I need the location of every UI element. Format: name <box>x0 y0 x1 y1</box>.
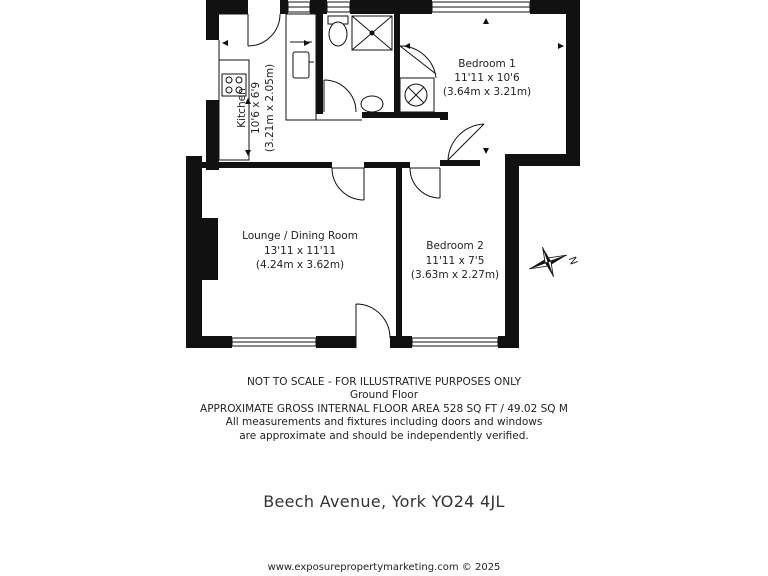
wall-kitchen-bath <box>316 14 323 114</box>
wall-bedroom2-right <box>505 160 519 348</box>
wall-kitchen-left-lower <box>206 100 219 170</box>
kitchen-metric: (3.21m x 2.05m) <box>264 63 276 153</box>
wall-lounge-top-right <box>364 162 404 168</box>
lounge-metric: (4.24m x 3.62m) <box>255 259 345 271</box>
doors <box>248 14 484 348</box>
bedroom1-imperial: 11'11 x 10'6 <box>454 72 520 84</box>
disclaimer-notes <box>0 376 768 443</box>
lounge-name: Lounge / Dining Room <box>242 230 358 242</box>
note-verify: are approximate and should be independently verified. <box>239 429 529 442</box>
bedroom2-metric: (3.63m x 2.27m) <box>410 269 500 281</box>
toilet-bowl-icon <box>329 22 347 46</box>
walls <box>186 0 580 348</box>
note-not-to-scale: NOT TO SCALE - FOR ILLUSTRATIVE PURPOSES ONLY <box>246 376 522 388</box>
wall-top-mid <box>310 0 327 14</box>
kitchen-name: Kitchen <box>236 88 248 128</box>
door-lounge <box>332 168 364 200</box>
sink-icon <box>293 52 309 78</box>
wall-kitchen-left <box>206 0 219 40</box>
windows <box>232 2 530 346</box>
wall-lounge-bedroom2 <box>396 168 402 348</box>
kitchen-imperial: 10'6 x 6'9 <box>250 81 262 135</box>
bedroom2-imperial: 11'11 x 7'5 <box>425 255 485 267</box>
bedroom1-metric: (3.64m x 3.21m) <box>442 86 532 98</box>
wall-lounge-top-left <box>186 156 202 170</box>
wall-bedroom1-bottom-left <box>440 160 480 166</box>
wall-bottom-bed2-right <box>498 336 519 348</box>
bedroom2-name: Bedroom 2 <box>426 240 484 252</box>
door-cupboard <box>400 46 436 78</box>
door-front <box>356 304 390 348</box>
compass-icon <box>524 240 573 284</box>
chimney-breast <box>202 218 218 280</box>
wall-top-bath <box>350 0 432 14</box>
door-bedroom1 <box>448 124 484 160</box>
wall-bedroom2-top <box>402 162 410 168</box>
door-entrance-top <box>248 14 280 46</box>
note-floor-area: APPROXIMATE GROSS INTERNAL FLOOR AREA 528 SQ FT / 49.02 SQ M <box>200 402 568 415</box>
basin-icon <box>361 96 383 112</box>
wall-bedroom1-right <box>566 0 580 166</box>
wall-bedroom1-left-stub <box>440 112 448 120</box>
room-labels <box>242 58 531 281</box>
wall-bottom-left <box>186 336 232 348</box>
wall-top-kitchen <box>280 0 288 14</box>
compass-label: N <box>565 255 580 267</box>
lounge-imperial: 13'11 x 11'11 <box>263 245 337 257</box>
wall-bath-bottom <box>362 112 448 118</box>
wall-bottom-mid <box>316 336 356 348</box>
door-bedroom2 <box>410 168 440 198</box>
footer-website: www.exposurepropertymarketing.com © 2025 <box>267 562 501 573</box>
wall-lounge-left <box>186 156 202 348</box>
wall-lounge-top <box>202 162 332 168</box>
bedroom1-name: Bedroom 1 <box>458 58 516 70</box>
property-address: Beech Avenue, York YO24 4JL <box>263 492 505 511</box>
note-measurements: All measurements and fixtures including doors and windows <box>225 416 543 429</box>
door-hall-bath <box>324 80 356 112</box>
wall-bath-bedroom1 <box>394 14 400 114</box>
note-floor: Ground Floor <box>349 389 419 402</box>
